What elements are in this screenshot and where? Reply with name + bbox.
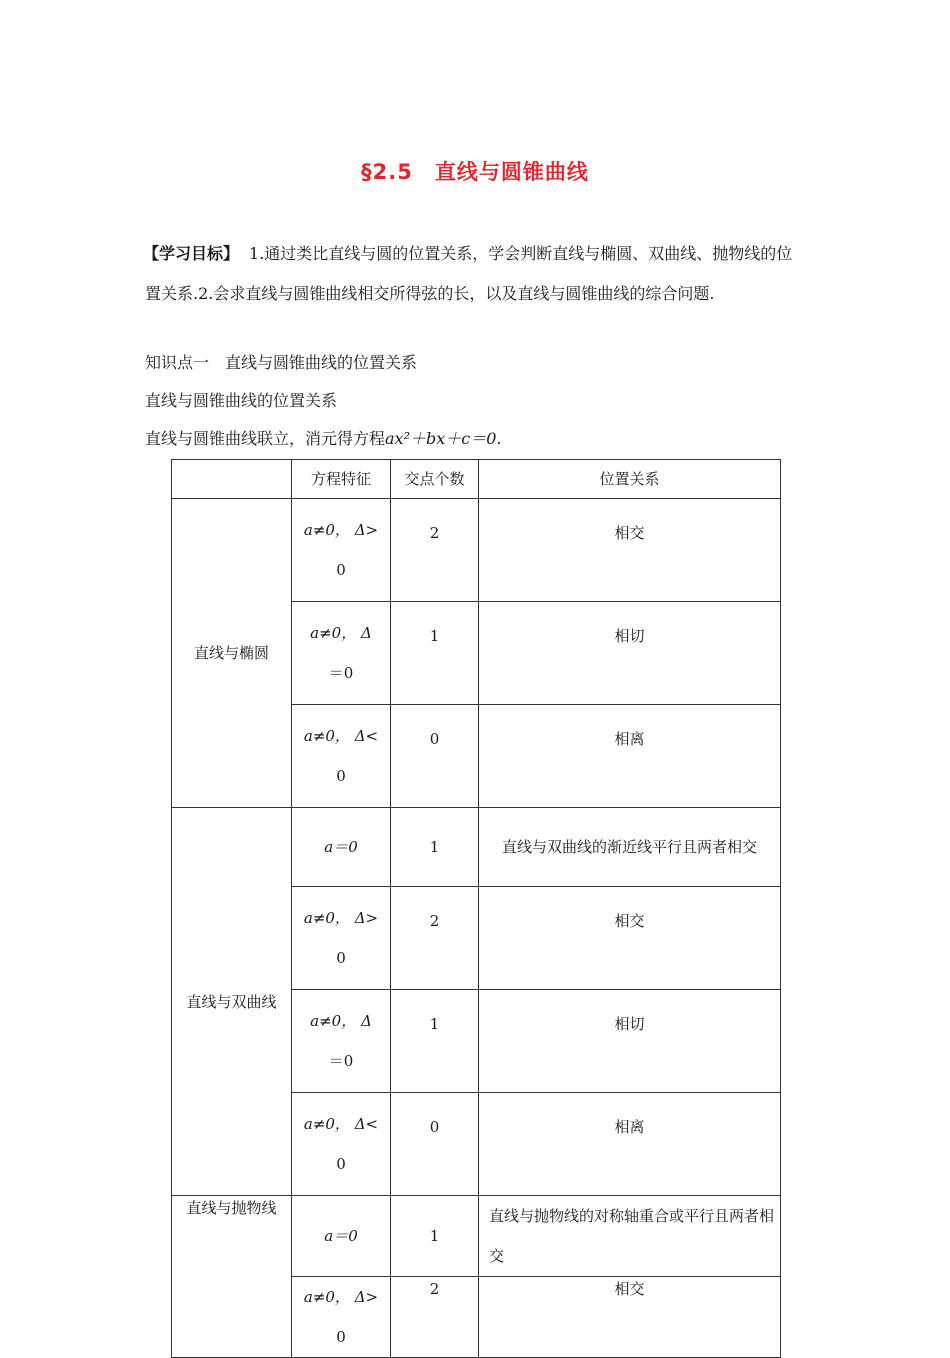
goal-text-2: 置关系.2.会求直线与圆锥曲线相交所得弦的长，以及直线与圆锥曲线的综合问题. [145, 284, 715, 303]
table-row [172, 499, 781, 602]
group-hyperbola: 直线与双曲线 [172, 808, 292, 1196]
condition-cell: a≠0， Δ> 0 [292, 499, 391, 602]
relation-cell: 相交 [479, 887, 781, 990]
header-cell-count: 交点个数 [391, 460, 479, 499]
relation-cell: 相离 [479, 1093, 781, 1196]
condition-cell: a≠0， Δ> 0 [292, 1277, 391, 1358]
goal-tag: 【学习目标】 [143, 244, 240, 263]
learning-goals [143, 234, 811, 314]
count-cell: 1 [391, 1196, 479, 1277]
count-cell: 0 [391, 1093, 479, 1196]
table-row [172, 808, 781, 887]
relation-cell: 相交 [479, 1277, 781, 1358]
count-cell: 0 [391, 705, 479, 808]
group-parabola: 直线与抛物线 [172, 1196, 292, 1358]
condition-cell: a＝0 [292, 808, 391, 887]
goal-text-1: 1.通过类比直线与圆的位置关系，学会判断直线与椭圆、双曲线、抛物线的位 [249, 244, 793, 263]
relation-cell: 直线与抛物线的对称轴重合或平行且两者相交 [479, 1196, 781, 1277]
condition-cell: a≠0， Δ ＝0 [292, 990, 391, 1093]
condition-cell: a≠0， Δ< 0 [292, 1093, 391, 1196]
count-cell: 1 [391, 808, 479, 887]
relation-cell: 相切 [479, 990, 781, 1093]
header-cell-equation: 方程特征 [292, 460, 391, 499]
condition-cell: a≠0， Δ ＝0 [292, 602, 391, 705]
equation: ax²＋bx＋c＝0. [385, 429, 502, 448]
table-header-row [172, 460, 781, 499]
group-ellipse: 直线与椭圆 [172, 499, 292, 808]
table-row [172, 1196, 781, 1277]
relation-cell: 相离 [479, 705, 781, 808]
header-cell-relation: 位置关系 [479, 460, 781, 499]
condition-cell: a≠0， Δ> 0 [292, 887, 391, 990]
intro-prefix: 直线与圆锥曲线联立，消元得方程 [145, 429, 386, 448]
count-cell: 2 [391, 1277, 479, 1358]
relation-cell: 相切 [479, 602, 781, 705]
knowledge-heading: 知识点一 直线与圆锥曲线的位置关系 [145, 353, 418, 372]
knowledge-subheading: 直线与圆锥曲线的位置关系 [145, 391, 338, 410]
count-cell: 2 [391, 887, 479, 990]
header-cell-empty [172, 460, 292, 499]
relation-cell: 相交 [479, 499, 781, 602]
condition-cell: a≠0， Δ< 0 [292, 705, 391, 808]
page-title: §2.5 直线与圆锥曲线 [361, 160, 589, 184]
count-cell: 1 [391, 990, 479, 1093]
relation-cell: 直线与双曲线的渐近线平行且两者相交 [479, 808, 781, 887]
position-relation-table [171, 459, 781, 1358]
count-cell: 1 [391, 602, 479, 705]
condition-cell: a＝0 [292, 1196, 391, 1277]
knowledge-intro [145, 426, 502, 449]
count-cell: 2 [391, 499, 479, 602]
